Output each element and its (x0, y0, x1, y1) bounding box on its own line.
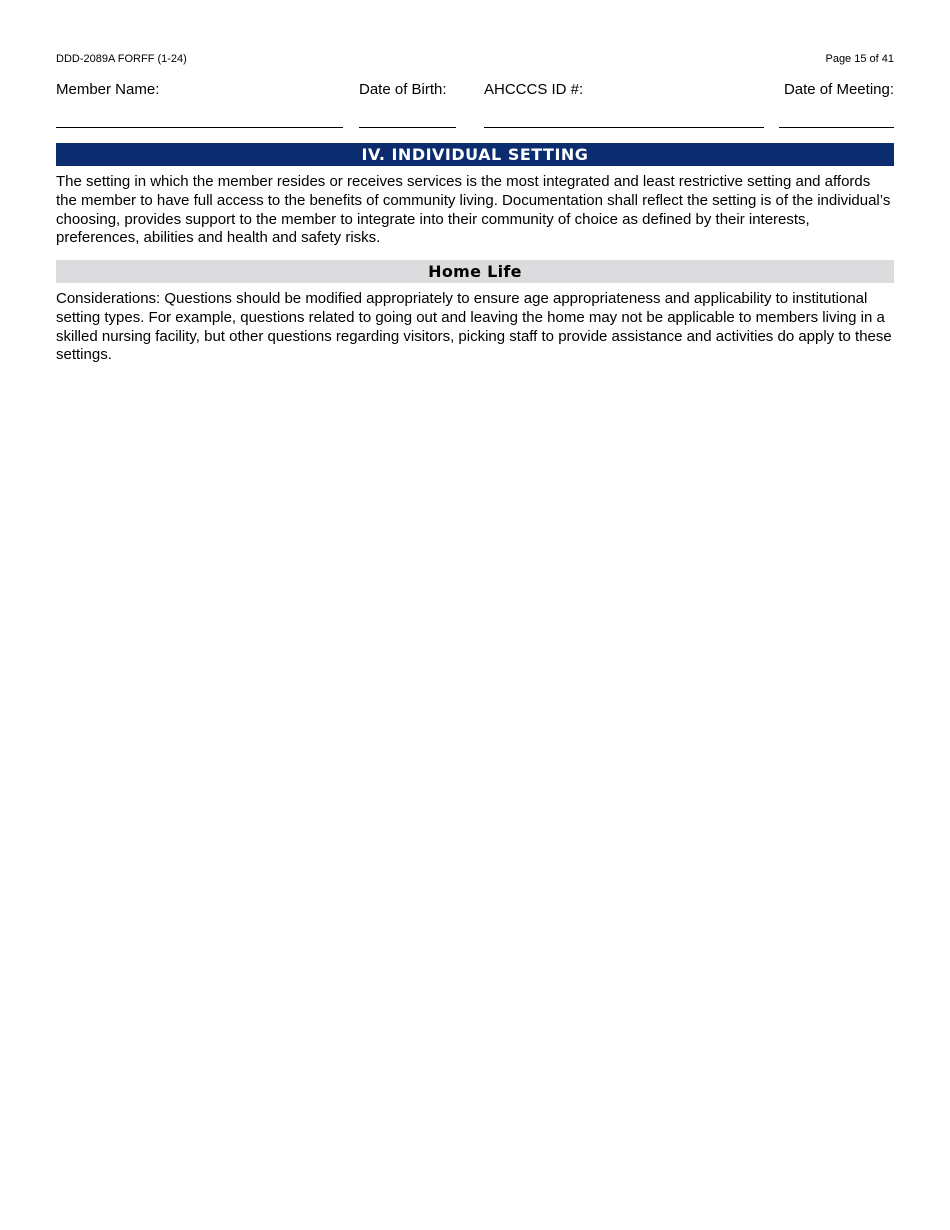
page-number: Page 15 of 41 (825, 53, 894, 65)
ahcccs-id-line (484, 127, 764, 128)
member-name-label: Member Name: (56, 81, 160, 98)
date-of-meeting-line (779, 127, 894, 128)
form-id: DDD-2089A FORFF (1-24) (56, 53, 187, 65)
subsection-title: Home Life (56, 260, 894, 283)
date-of-birth-line (359, 127, 456, 128)
date-of-meeting-label: Date of Meeting: (783, 81, 894, 98)
date-of-birth-field[interactable] (359, 81, 456, 128)
considerations-paragraph: Considerations: Questions should be modified appropriately to ensure age appropriateness and applicability to institutional setting types. For example, questions related to going out and leaving the home may not be applicable to members living in a skilled nursing facility, but other questions regarding visitors, picking staff to provide assistance and activities do apply to these settings. (56, 290, 892, 364)
page-header (56, 53, 894, 67)
section-intro-paragraph: The setting in which the member resides or receives services is the most integrated and least restrictive setting and affords the member to have full access to the benefits of community living. Documentation shall reflect the setting is of the individual’s choosing, provides support to the member to integrate into their community of choice as defined by their interests, preferences, abilities and health and safety risks. (56, 173, 891, 247)
member-info-fields (56, 81, 894, 129)
date-of-meeting-field[interactable] (779, 81, 894, 128)
ahcccs-id-field[interactable] (484, 81, 764, 128)
date-of-birth-label: Date of Birth: (359, 81, 447, 98)
section-title: IV. INDIVIDUAL SETTING (56, 143, 894, 166)
member-name-field[interactable] (56, 81, 343, 128)
member-name-line (56, 127, 343, 128)
ahcccs-id-label: AHCCCS ID #: (484, 81, 584, 98)
